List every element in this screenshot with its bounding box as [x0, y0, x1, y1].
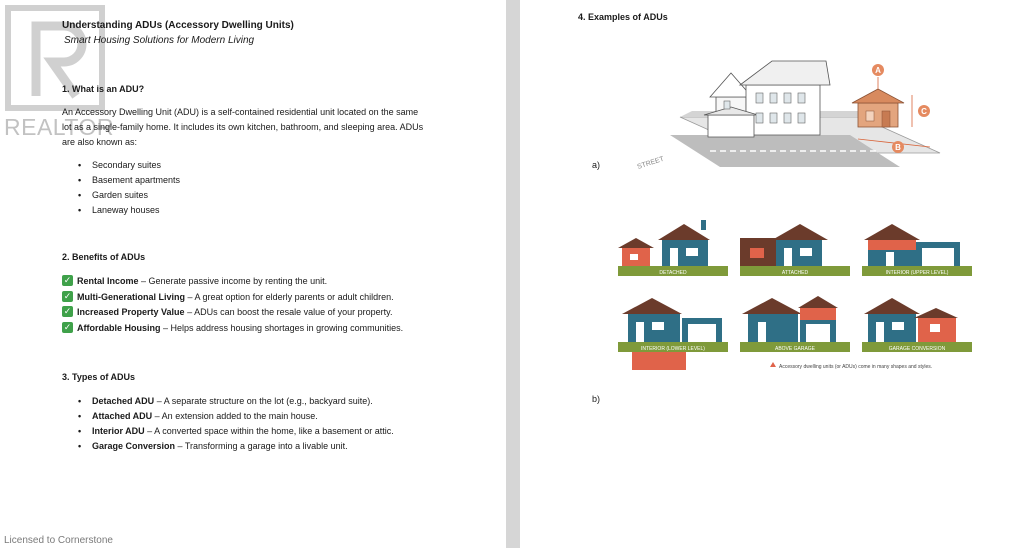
- street-label: STREET: [636, 155, 665, 171]
- list-item: [62, 321, 403, 337]
- figure-b-label: b): [592, 394, 601, 404]
- marker-c-label: C: [921, 107, 927, 116]
- license-watermark: Licensed to Cornerstone: [4, 535, 113, 546]
- house-main-body: [746, 85, 820, 135]
- section-1-paragraph: [62, 105, 457, 150]
- paragraph-line: lot as a single-family home. It includes its own kitchen, bathroom, and sleeping area. ADUs: [62, 122, 424, 132]
- type-label: Interior ADU: [92, 426, 145, 436]
- marker-a-label: A: [875, 66, 881, 75]
- house-porch: [708, 115, 754, 137]
- illustration-caption: Accessory dwelling units (or ADUs) come in many shapes and styles.: [779, 364, 933, 370]
- list-item: [62, 394, 394, 409]
- list-item: [62, 424, 394, 439]
- figure-a-label: a): [592, 160, 601, 170]
- page-divider: [506, 0, 520, 548]
- tile-label: ABOVE GARAGE: [774, 346, 816, 352]
- type-text: – A converted space within the home, like a basement or attic.: [144, 426, 394, 436]
- marker-b-label: B: [895, 143, 901, 152]
- type-text: – An extension added to the main house.: [152, 411, 318, 421]
- benefit-text: – Generate passive income by renting the unit.: [138, 276, 328, 286]
- tile-label: GARAGE CONVERSION: [888, 346, 946, 352]
- tile-interior-lower: [618, 298, 728, 370]
- check-mark-icon: ✓: [63, 306, 72, 317]
- adu-door: [882, 111, 890, 127]
- document-subtitle: Smart Housing Solutions for Modern Living: [64, 35, 255, 46]
- tile-interior-upper: [862, 224, 972, 276]
- adu-roof: [852, 89, 904, 103]
- benefit-label: Multi-Generational Living: [77, 291, 186, 302]
- illustration-house-with-adu: [636, 55, 980, 175]
- right-document-page: [520, 0, 1024, 548]
- document-title: Understanding ADUs (Accessory Dwelling Units): [62, 20, 294, 31]
- type-label: Garage Conversion: [92, 441, 176, 451]
- tile-above-garage: [740, 296, 850, 352]
- list-item: [62, 290, 403, 306]
- caption-triangle-icon: [770, 362, 776, 367]
- adu-body: [858, 103, 898, 127]
- list-item: [62, 409, 394, 424]
- tile-attached: [740, 224, 850, 276]
- list-item: [62, 274, 403, 290]
- tile-detached: [618, 220, 728, 276]
- check-mark-icon: ✓: [63, 275, 72, 286]
- tile-garage-conversion: [862, 298, 972, 352]
- paragraph-line: An Accessory Dwelling Unit (ADU) is a self-contained residential unit located on the same: [62, 107, 419, 117]
- tile-label: INTERIOR (UPPER LEVEL): [885, 270, 949, 276]
- section-3-heading: 3. Types of ADUs: [62, 372, 136, 382]
- paragraph-line: are also known as:: [62, 137, 138, 147]
- section-4-heading: 4. Examples of ADUs: [578, 12, 668, 22]
- realtor-watermark: REALTOR: [4, 114, 115, 140]
- type-label: Attached ADU: [92, 411, 153, 421]
- benefit-text: – ADUs can boost the resale value of your property.: [184, 307, 393, 317]
- type-text: – Transforming a garage into a livable unit.: [175, 441, 348, 451]
- adu-types-list: [62, 394, 394, 454]
- section-1-heading: 1. What is an ADU?: [62, 84, 145, 94]
- check-mark-icon: ✓: [63, 321, 72, 332]
- tile-label: ATTACHED: [781, 270, 809, 276]
- benefit-text: – A great option for elderly parents or adult children.: [185, 291, 394, 302]
- check-mark-icon: ✓: [63, 290, 72, 301]
- benefit-text: – Helps address housing shortages in growing communities.: [160, 322, 404, 333]
- list-item: • Garden suites: [62, 188, 180, 203]
- tile-label: INTERIOR (LOWER LEVEL): [641, 346, 705, 352]
- list-item: • Secondary suites: [62, 158, 180, 173]
- adu-aliases-list: [62, 158, 180, 218]
- adu-window: [866, 111, 874, 121]
- tile-label: DETACHED: [659, 270, 687, 276]
- benefit-label: Increased Property Value: [77, 307, 185, 317]
- list-item: [62, 439, 394, 454]
- benefits-list: [62, 274, 403, 336]
- section-2-heading: 2. Benefits of ADUs: [62, 252, 146, 262]
- type-text: – A separate structure on the lot (e.g., backyard suite).: [154, 396, 373, 406]
- list-item: • Laneway houses: [62, 203, 180, 218]
- list-item: [62, 305, 403, 321]
- list-item: • Basement apartments: [62, 173, 180, 188]
- benefit-label: Affordable Housing: [77, 322, 161, 333]
- house-main-roof: [740, 61, 830, 85]
- benefit-label: Rental Income: [77, 276, 139, 286]
- left-document-page: [0, 0, 506, 548]
- illustration-adu-types: [618, 218, 974, 378]
- type-label: Detached ADU: [92, 396, 155, 406]
